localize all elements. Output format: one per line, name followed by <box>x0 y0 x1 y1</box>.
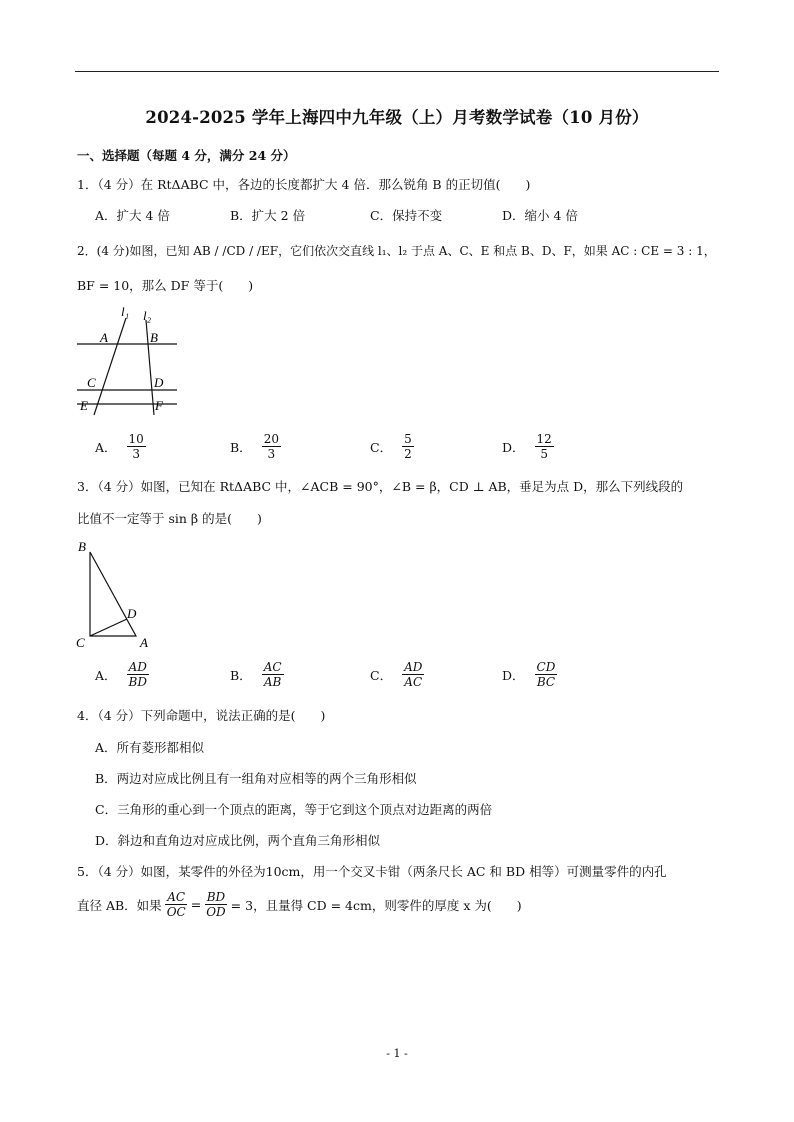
q4-option-a[interactable]: A．所有菱形都相似 <box>95 740 205 755</box>
option-fraction: $\frac{AC}{AB}$ <box>263 660 282 689</box>
label-a: A <box>140 635 148 650</box>
option-fraction: $\frac{5}{2}$ <box>404 432 412 461</box>
q5-fraction-bd-od: $\frac{BD}{OD}$ <box>206 890 226 919</box>
q5-stem-prefix: 直径 AB．如果 <box>77 897 162 913</box>
label-f: F <box>155 398 163 413</box>
q3-option-d[interactable] <box>502 660 557 689</box>
label-d: D <box>127 606 137 621</box>
q5-stem-line2 <box>77 890 522 919</box>
label-l1: l₁ <box>121 304 130 319</box>
q1-stem: 1．（4 分）在 RtΔABC 中，各边的长度都扩大 4 倍．那么锐角 B 的正切值( ) <box>77 177 531 192</box>
option-letter: C． <box>370 667 393 683</box>
q5-equals: = <box>190 897 202 912</box>
page-number: - 1 - <box>386 1047 408 1060</box>
line-l1 <box>94 318 126 415</box>
label-d: D <box>154 375 164 390</box>
triangle-abc <box>90 552 136 636</box>
label-b: B <box>78 539 86 554</box>
q4-option-c[interactable]: C．三角形的重心到一个顶点的距离，等于它到这个顶点对边距离的两倍 <box>95 802 493 817</box>
q3-figure-right-triangle <box>72 535 162 650</box>
option-letter: D． <box>502 667 525 683</box>
q5-fraction-ac-oc: $\frac{AC}{OC}$ <box>166 890 186 919</box>
option-fraction: $\frac{10}{3}$ <box>128 432 144 461</box>
q3-option-b[interactable] <box>230 660 284 689</box>
altitude-cd <box>90 619 127 636</box>
label-c: C <box>87 375 96 390</box>
option-letter: A． <box>95 667 117 683</box>
option-letter: B． <box>230 439 252 455</box>
label-e: E <box>80 398 88 413</box>
option-fraction: $\frac{20}{3}$ <box>263 432 279 461</box>
option-letter: B． <box>230 667 252 683</box>
q4-option-b[interactable]: B．两边对应成比例且有一组角对应相等的两个三角形相似 <box>95 771 417 786</box>
label-b: B <box>150 330 158 345</box>
q2-option-b[interactable] <box>230 432 281 461</box>
q3-stem-line2: 比值不一定等于 sin β 的是( ) <box>77 511 262 526</box>
q5-stem-line1: 5．（4 分）如图，某零件的外径为10cm，用一个交叉卡钳（两条尺长 AC 和 BD 相等）可测量零件的内孔 <box>77 864 667 879</box>
option-fraction: $\frac{AD}{BD}$ <box>128 660 147 689</box>
option-fraction: $\frac{CD}{BC}$ <box>536 660 556 689</box>
q1-option-b[interactable]: B．扩大 2 倍 <box>230 208 306 223</box>
q2-stem-line2: BF = 10，那么 DF 等于( ) <box>77 278 254 293</box>
option-letter: A． <box>95 439 117 455</box>
q2-option-c[interactable] <box>370 432 414 461</box>
option-fraction: $\frac{AD}{AC}$ <box>404 660 423 689</box>
q4-stem: 4．（4 分）下列命题中，说法正确的是( ) <box>77 708 326 723</box>
q4-option-d[interactable]: D．斜边和直角边对应成比例，两个直角三角形相似 <box>95 833 381 848</box>
page-title: 2024-2025 学年上海四中九年级（上）月考数学试卷（10 月份） <box>145 108 649 127</box>
q3-option-c[interactable] <box>370 660 424 689</box>
section-heading: 一、选择题（每题 4 分，满分 24 分） <box>77 148 296 163</box>
label-c: C <box>76 635 85 650</box>
q5-stem-suffix: = 3，且量得 CD = 4cm，则零件的厚度 x 为( ) <box>230 897 522 913</box>
label-a: A <box>100 330 108 345</box>
label-l2: l₂ <box>143 308 152 323</box>
q2-option-d[interactable] <box>502 432 554 461</box>
q2-option-a[interactable] <box>95 432 146 461</box>
q3-option-a[interactable] <box>95 660 149 689</box>
q1-option-a[interactable]: A．扩大 4 倍 <box>95 208 170 223</box>
q1-option-c[interactable]: C．保持不变 <box>370 208 443 223</box>
q3-stem-line1: 3．（4 分）如图，已知在 RtΔABC 中，∠ACB = 90°，∠B = β，CD ⊥ AB，垂足为点 D，那么下列线段的 <box>77 479 684 494</box>
option-letter: C． <box>370 439 393 455</box>
q1-option-d[interactable]: D．缩小 4 倍 <box>502 208 578 223</box>
header-rule <box>75 71 719 72</box>
q2-figure-parallel-lines <box>74 300 184 420</box>
q2-stem-line1: 2．(4 分)如图，已知 AB / /CD / /EF，它们依次交直线 l₁、l₂ 于点 A、C、E 和点 B、D、F，如果 AC : CE = 3 : 1， <box>77 244 716 258</box>
option-letter: D． <box>502 439 525 455</box>
option-fraction: $\frac{12}{5}$ <box>536 432 552 461</box>
